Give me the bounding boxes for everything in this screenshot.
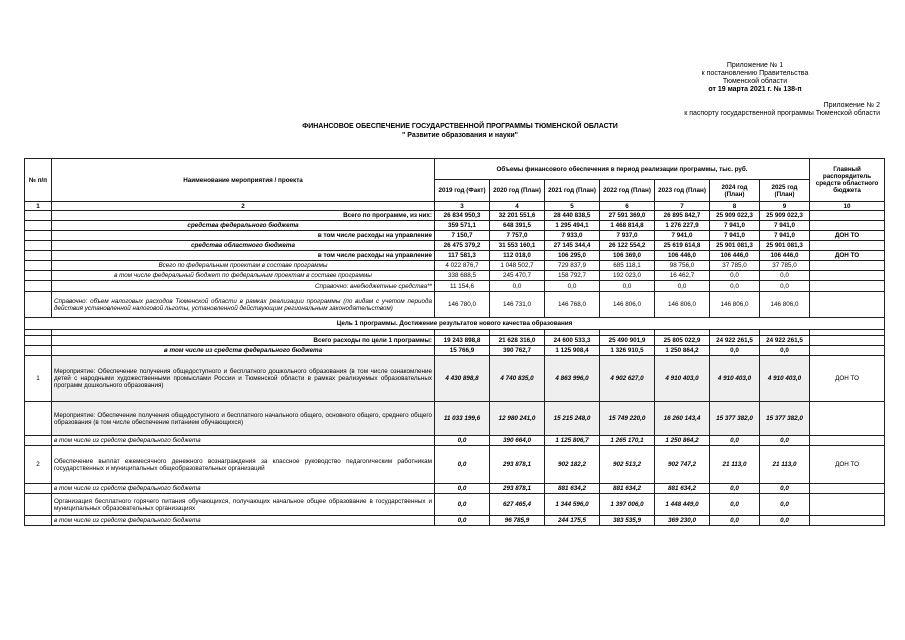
measure-row bbox=[25, 484, 885, 494]
measure-value: 0,0 bbox=[760, 516, 810, 526]
measure-value: 0,0 bbox=[760, 494, 810, 516]
row-value: 0,0 bbox=[655, 281, 710, 292]
goal-total-row bbox=[25, 336, 885, 346]
row-num bbox=[25, 211, 52, 221]
measure-value: 881 634,2 bbox=[655, 484, 710, 494]
row-value: 0,0 bbox=[490, 281, 545, 292]
row-value: 26 834 950,3 bbox=[435, 211, 490, 221]
row-value: 0,0 bbox=[710, 271, 760, 281]
header-num: № п/п bbox=[25, 159, 52, 202]
measure-value: 1 265 170,1 bbox=[600, 436, 655, 446]
goal-total-value: 1 125 908,4 bbox=[545, 346, 600, 356]
row-value: 146 806,0 bbox=[655, 292, 710, 318]
goal-title: Цель 1 программы. Достижение результатов нового качества образования bbox=[25, 318, 885, 330]
empty-cell bbox=[25, 346, 52, 356]
goal-total-value: 0,0 bbox=[760, 346, 810, 356]
row-value: 146 806,0 bbox=[710, 292, 760, 318]
row-value: 0,0 bbox=[710, 281, 760, 292]
row-owner: ДОН ТО bbox=[810, 231, 885, 241]
row-num bbox=[25, 241, 52, 251]
row-name: в том числе расходы на управление bbox=[52, 251, 435, 261]
empty-cell bbox=[25, 336, 52, 346]
measure-value: 21 113,0 bbox=[760, 446, 810, 484]
table-row bbox=[25, 211, 885, 221]
measure-value: 383 535,9 bbox=[600, 516, 655, 526]
measure-name: в том числе из средств федерального бюджета bbox=[52, 516, 435, 526]
goal-total-value: 0,0 bbox=[710, 346, 760, 356]
row-value: 359 571,1 bbox=[435, 221, 490, 231]
header-owner: Главный распорядитель средств областного бюджета bbox=[810, 159, 885, 202]
measure-owner: ДОН ТО bbox=[810, 356, 885, 402]
row-value: 117 581,3 bbox=[435, 251, 490, 261]
table-row bbox=[25, 241, 885, 251]
measure-value: 0,0 bbox=[435, 494, 490, 516]
measure-value: 0,0 bbox=[710, 484, 760, 494]
row-num bbox=[25, 231, 52, 241]
header-colnum: 3 bbox=[435, 202, 490, 211]
header-name: Наименование мероприятия / проекта bbox=[52, 159, 435, 202]
measure-num bbox=[25, 494, 52, 516]
measure-value: 1 344 596,0 bbox=[545, 494, 600, 516]
measure-value: 21 113,0 bbox=[710, 446, 760, 484]
row-value: 32 201 551,6 bbox=[490, 211, 545, 221]
measure-value: 293 878,1 bbox=[490, 484, 545, 494]
measure-value: 96 785,9 bbox=[490, 516, 545, 526]
annex-1-line: к постановлению Правительства bbox=[701, 70, 809, 77]
row-value: 4 022 876,7 bbox=[435, 261, 490, 271]
header-volumes: Объемы финансового обеспечения в период реализации программы, тыс. руб. bbox=[435, 159, 810, 180]
header-colnums-row bbox=[25, 202, 885, 211]
measure-value: 4 740 835,0 bbox=[490, 356, 545, 402]
row-value: 37 785,0 bbox=[760, 261, 810, 271]
measure-name: Мероприятие: Обеспечение получения общедоступного и бесплатного начального общего, основного общего, среднего общего образования (в том числе обеспечение питанием обучающихся) bbox=[52, 402, 435, 436]
measure-value: 15 377 382,0 bbox=[710, 402, 760, 436]
row-value: 106 295,0 bbox=[545, 251, 600, 261]
row-value: 26 895 842,7 bbox=[655, 211, 710, 221]
measure-name: в том числе из средств федерального бюджета bbox=[52, 436, 435, 446]
annex-2-line: Приложение № 2 bbox=[823, 102, 880, 109]
table-body bbox=[25, 211, 885, 526]
row-value: 729 837,9 bbox=[545, 261, 600, 271]
annex-2-block bbox=[600, 102, 880, 118]
row-num bbox=[25, 292, 52, 318]
row-value: 648 391,5 bbox=[490, 221, 545, 231]
row-value: 7 941,0 bbox=[655, 231, 710, 241]
measure-row bbox=[25, 356, 885, 402]
measure-value: 390 664,0 bbox=[490, 436, 545, 446]
row-value: 1 048 502,7 bbox=[490, 261, 545, 271]
table-row bbox=[25, 271, 885, 281]
row-owner bbox=[810, 241, 885, 251]
row-owner bbox=[810, 292, 885, 318]
header-colnum: 4 bbox=[490, 202, 545, 211]
annex-2-line: к паспорту государственной программы Тюменской области bbox=[684, 110, 880, 117]
row-name: в том числе расходы на управление bbox=[52, 231, 435, 241]
empty-cell bbox=[810, 336, 885, 346]
table-row bbox=[25, 281, 885, 292]
row-value: 7 937,0 bbox=[600, 231, 655, 241]
goal-total-value: 1 250 864,2 bbox=[655, 346, 710, 356]
annex-1-line: Тюменской области bbox=[722, 78, 788, 85]
header-colnum: 1 bbox=[25, 202, 52, 211]
header-year: 2021 год (План) bbox=[545, 180, 600, 202]
goal-total-name: Всего расходы по цели 1 программы: bbox=[52, 336, 435, 346]
measure-value: 0,0 bbox=[435, 446, 490, 484]
goal-total-name: в том числе из средств федерального бюджета bbox=[52, 346, 435, 356]
row-name: в том числе федеральный бюджет по федеральным проектам в составе программы bbox=[52, 271, 435, 281]
goal-total-value: 21 628 316,0 bbox=[490, 336, 545, 346]
measure-value: 244 175,5 bbox=[545, 516, 600, 526]
goal-total-value: 25 805 022,9 bbox=[655, 336, 710, 346]
row-value: 146 806,0 bbox=[600, 292, 655, 318]
row-value: 106 446,0 bbox=[655, 251, 710, 261]
row-value: 7 757,0 bbox=[490, 231, 545, 241]
header-colnum: 9 bbox=[760, 202, 810, 211]
measure-owner bbox=[810, 402, 885, 436]
row-value: 112 018,0 bbox=[490, 251, 545, 261]
header-year: 2023 год (План) bbox=[655, 180, 710, 202]
row-value: 7 941,0 bbox=[760, 231, 810, 241]
header-colnum: 2 bbox=[52, 202, 435, 211]
row-num bbox=[25, 221, 52, 231]
row-value: 7 941,0 bbox=[710, 221, 760, 231]
measure-value: 902 747,2 bbox=[655, 446, 710, 484]
row-owner bbox=[810, 261, 885, 271]
row-owner bbox=[810, 211, 885, 221]
measure-value: 4 863 996,0 bbox=[545, 356, 600, 402]
header-year: 2022 год (План) bbox=[600, 180, 655, 202]
measure-value: 1 448 449,0 bbox=[655, 494, 710, 516]
measure-value: 0,0 bbox=[435, 436, 490, 446]
header-colnum: 8 bbox=[710, 202, 760, 211]
row-owner: ДОН ТО bbox=[810, 251, 885, 261]
row-value: 11 154,6 bbox=[435, 281, 490, 292]
measure-value: 0,0 bbox=[760, 484, 810, 494]
goal-total-value: 24 922 261,5 bbox=[710, 336, 760, 346]
measure-row bbox=[25, 494, 885, 516]
row-value: 0,0 bbox=[760, 271, 810, 281]
measure-value: 4 910 403,0 bbox=[760, 356, 810, 402]
measure-name: Обеспечение выплат ежемесячного денежного вознаграждения за классное руководство педагогическим работникам государственных и муниципальных общеобразовательных организаций bbox=[52, 446, 435, 484]
header-year: 2020 год (План) bbox=[490, 180, 545, 202]
goal-total-value: 24 600 533,3 bbox=[545, 336, 600, 346]
row-value: 1 468 814,8 bbox=[600, 221, 655, 231]
row-value: 25 901 081,3 bbox=[760, 241, 810, 251]
row-value: 158 792,7 bbox=[545, 271, 600, 281]
row-value: 338 688,5 bbox=[435, 271, 490, 281]
row-name: средства федерального бюджета bbox=[52, 221, 435, 231]
goal-row bbox=[25, 318, 885, 330]
measure-num bbox=[25, 516, 52, 526]
row-value: 98 756,0 bbox=[655, 261, 710, 271]
row-owner bbox=[810, 271, 885, 281]
row-value: 7 941,0 bbox=[760, 221, 810, 231]
measure-value: 12 980 241,0 bbox=[490, 402, 545, 436]
goal-total-row bbox=[25, 346, 885, 356]
finance-table bbox=[24, 158, 885, 526]
row-value: 0,0 bbox=[600, 281, 655, 292]
measure-value: 4 902 627,0 bbox=[600, 356, 655, 402]
measure-row bbox=[25, 446, 885, 484]
measure-value: 902 182,2 bbox=[545, 446, 600, 484]
row-value: 25 619 614,8 bbox=[655, 241, 710, 251]
header-colnum: 10 bbox=[810, 202, 885, 211]
row-value: 25 909 022,3 bbox=[760, 211, 810, 221]
measure-num bbox=[25, 484, 52, 494]
table-row bbox=[25, 231, 885, 241]
measure-value: 4 910 403,0 bbox=[710, 356, 760, 402]
row-value: 7 150,7 bbox=[435, 231, 490, 241]
row-value: 31 553 160,1 bbox=[490, 241, 545, 251]
row-num bbox=[25, 271, 52, 281]
header-year: 2024 год (План) bbox=[710, 180, 760, 202]
row-value: 27 145 344,4 bbox=[545, 241, 600, 251]
row-value: 146 780,0 bbox=[435, 292, 490, 318]
measure-value: 0,0 bbox=[435, 484, 490, 494]
header-colnum: 6 bbox=[600, 202, 655, 211]
row-value: 37 785,0 bbox=[710, 261, 760, 271]
row-owner bbox=[810, 281, 885, 292]
row-value: 106 369,0 bbox=[600, 251, 655, 261]
goal-total-value: 390 762,7 bbox=[490, 346, 545, 356]
header-year: 2025 год (План) bbox=[760, 180, 810, 202]
table-row bbox=[25, 221, 885, 231]
header-colnum: 7 bbox=[655, 202, 710, 211]
table-row bbox=[25, 292, 885, 318]
measure-value: 0,0 bbox=[710, 516, 760, 526]
goal-total-value: 1 326 910,5 bbox=[600, 346, 655, 356]
measure-value: 15 377 382,0 bbox=[760, 402, 810, 436]
annex-1-block bbox=[690, 62, 820, 94]
row-value: 28 440 838,5 bbox=[545, 211, 600, 221]
measure-num: 1 bbox=[25, 356, 52, 402]
measure-row bbox=[25, 436, 885, 446]
row-value: 7 933,0 bbox=[545, 231, 600, 241]
measure-row bbox=[25, 516, 885, 526]
document-title: ФИНАНСОВОЕ ОБЕСПЕЧЕНИЕ ГОСУДАРСТВЕННОЙ ПРОГРАММЫ ТЮМЕНСКОЙ ОБЛАСТИ bbox=[302, 123, 618, 130]
goal-total-value: 19 243 898,8 bbox=[435, 336, 490, 346]
measure-owner bbox=[810, 436, 885, 446]
measure-num bbox=[25, 436, 52, 446]
measure-owner bbox=[810, 494, 885, 516]
row-value: 26 122 554,2 bbox=[600, 241, 655, 251]
row-value: 1 295 494,1 bbox=[545, 221, 600, 231]
row-name: Справочно: внебюджетные средства** bbox=[52, 281, 435, 292]
row-value: 27 591 369,0 bbox=[600, 211, 655, 221]
row-value: 106 446,0 bbox=[710, 251, 760, 261]
document-subtitle: " Развитие образования и науки" bbox=[402, 132, 518, 139]
row-name: средства областного бюджета bbox=[52, 241, 435, 251]
measure-name: Мероприятие: Обеспечение получения общедоступного и бесплатного дошкольного образования (в том числе ознакомление детей с народными художественными промыслами России и Тюменской области в рамках реализуемых образовательных программ дошкольного образования) bbox=[52, 356, 435, 402]
row-name: Справочно: объем налоговых расходов Тюменской области в рамках реализации программы (по видам с учетом периода действия установленной налоговой льготы, установленной действующим региональным законодательством) bbox=[52, 292, 435, 318]
row-value: 146 768,0 bbox=[545, 292, 600, 318]
measure-value: 1 397 006,0 bbox=[600, 494, 655, 516]
table-header bbox=[25, 159, 885, 211]
measure-num: 2 bbox=[25, 446, 52, 484]
row-value: 7 941,0 bbox=[710, 231, 760, 241]
row-value: 685 118,1 bbox=[600, 261, 655, 271]
row-value: 245 470,7 bbox=[490, 271, 545, 281]
row-value: 146 806,0 bbox=[760, 292, 810, 318]
measure-value: 881 634,2 bbox=[545, 484, 600, 494]
row-value: 26 475 379,2 bbox=[435, 241, 490, 251]
measure-value: 627 465,4 bbox=[490, 494, 545, 516]
measure-value: 4 430 898,8 bbox=[435, 356, 490, 402]
annex-1-date: от 19 марта 2021 г. № 138-п bbox=[708, 86, 802, 93]
header-year: 2019 год (Факт) bbox=[435, 180, 490, 202]
row-value: 25 909 022,3 bbox=[710, 211, 760, 221]
row-value: 0,0 bbox=[545, 281, 600, 292]
measure-value: 15 215 248,0 bbox=[545, 402, 600, 436]
measure-row bbox=[25, 402, 885, 436]
measure-value: 1 250 864,2 bbox=[655, 436, 710, 446]
row-num bbox=[25, 251, 52, 261]
table-row bbox=[25, 261, 885, 271]
row-value: 106 446,0 bbox=[760, 251, 810, 261]
measure-value: 369 230,0 bbox=[655, 516, 710, 526]
row-num bbox=[25, 281, 52, 292]
row-name: Всего по программе, из них: bbox=[52, 211, 435, 221]
row-value: 25 901 081,3 bbox=[710, 241, 760, 251]
header-colnum: 5 bbox=[545, 202, 600, 211]
row-value: 16 462,7 bbox=[655, 271, 710, 281]
measure-name: Организация бесплатного горячего питания обучающихся, получающих начальное общее образование в государственных и муниципальных образовательных организациях bbox=[52, 494, 435, 516]
measure-value: 902 513,2 bbox=[600, 446, 655, 484]
measure-value: 1 125 806,7 bbox=[545, 436, 600, 446]
row-value: 0,0 bbox=[760, 281, 810, 292]
measure-value: 16 260 143,4 bbox=[655, 402, 710, 436]
measure-value: 881 634,2 bbox=[600, 484, 655, 494]
measure-value: 293 878,1 bbox=[490, 446, 545, 484]
goal-total-value: 25 490 901,9 bbox=[600, 336, 655, 346]
empty-cell bbox=[810, 346, 885, 356]
measure-value: 0,0 bbox=[710, 436, 760, 446]
measure-value: 0,0 bbox=[710, 494, 760, 516]
row-owner bbox=[810, 221, 885, 231]
measure-value: 15 749 220,0 bbox=[600, 402, 655, 436]
table-row bbox=[25, 251, 885, 261]
row-value: 146 731,0 bbox=[490, 292, 545, 318]
row-name: Всего по федеральным проектам в составе программы bbox=[52, 261, 435, 271]
goal-total-value: 15 766,9 bbox=[435, 346, 490, 356]
measure-value: 0,0 bbox=[435, 516, 490, 526]
row-value: 1 276 227,9 bbox=[655, 221, 710, 231]
annex-1-line: Приложение № 1 bbox=[726, 62, 784, 69]
row-value: 192 023,0 bbox=[600, 271, 655, 281]
goal-total-value: 24 922 261,5 bbox=[760, 336, 810, 346]
measure-value: 0,0 bbox=[760, 436, 810, 446]
measure-owner bbox=[810, 484, 885, 494]
measure-num bbox=[25, 402, 52, 436]
measure-value: 4 910 403,0 bbox=[655, 356, 710, 402]
row-num bbox=[25, 261, 52, 271]
measure-value: 11 033 199,6 bbox=[435, 402, 490, 436]
measure-name: в том числе из средств федерального бюджета bbox=[52, 484, 435, 494]
measure-owner: ДОН ТО bbox=[810, 446, 885, 484]
measure-owner bbox=[810, 516, 885, 526]
